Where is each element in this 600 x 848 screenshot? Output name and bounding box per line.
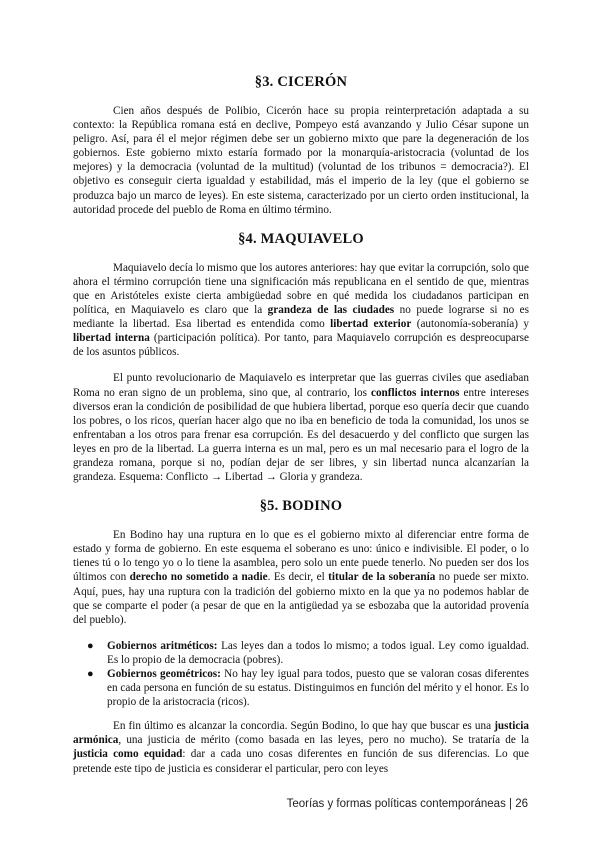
paragraph: [73, 261, 529, 360]
paragraph: [73, 719, 529, 775]
text-run: . Es decir, el: [267, 571, 329, 584]
text-run: no puede ser mixto. Aquí, pues, hay una ruptura con la tradición del gobierno mixto en la que ya no podemos hablar de que se comparte el poder (a pesar de que en la antigüedad ya se esbozaba que la autoridad provenía del pueblo).: [73, 571, 529, 626]
bold-term: justicia como equidad: [73, 748, 183, 761]
bullet-icon: ●: [87, 639, 94, 652]
text-run: En Bodino hay una ruptura en lo que es el gobierno mixto al diferenciar entre forma de estado y forma de gobierno. En este esquema el soberano es uno: único e indivisible. El poder, o lo tienes tú o lo tengo yo o lo tiene la asamblea, pero solo un ente puede tenerlo. No pueden ser dos los últimos con: [73, 529, 529, 584]
paragraph: [73, 371, 529, 484]
bullet-icon: ●: [87, 668, 94, 680]
bold-term: grandeza de las ciudades: [267, 304, 395, 317]
bold-term: derecho no sometido a nadie: [129, 571, 268, 584]
text-run: (participación política). Por tanto, para Maquiavelo corrupción es despreocuparse de los asuntos públicos.: [73, 332, 529, 359]
bold-term: titular de la soberanía: [328, 571, 436, 584]
text-run: En fin último es alcanzar la concordia. Según Bodino, lo que hay que buscar es una: [113, 720, 495, 733]
paragraph: [73, 528, 529, 627]
text-run: Maquiavelo decía lo mismo que los autores anteriores: hay que evitar la corrupción, solo que ahora el término corrupción tiene una significación más republicana en el sentido de que, mientras que en Aristóteles existe cierta ambigüedad sobre en qué medida los ciudadanos participan en política, en Maquiavelo es claro que la: [73, 261, 529, 317]
page-footer: Teorías y formas políticas contemporáneas | 26: [286, 798, 528, 810]
list-item-text: [107, 640, 529, 666]
page-content: [73, 74, 529, 788]
bold-term: justicia armónica: [73, 720, 529, 747]
list-item: [87, 639, 529, 667]
text-run: El punto revolucionario de Maquiavelo es interpretar que las guerras civiles que asediaban Roma no eran signo de un problema, sino que, al contrario, los: [73, 372, 529, 399]
list-item: [87, 667, 529, 709]
bold-term: conflictos internos: [371, 386, 460, 399]
bold-term: libertad exterior: [330, 318, 412, 331]
section-heading-bodino: §5. BODINO: [259, 498, 343, 515]
bold-term: Gobiernos aritméticos:: [107, 639, 218, 652]
text-run: Las leyes dan a todos lo mismo; a todos igual. Ley como igualdad. Es lo propio de la democracia (pobres).: [107, 639, 529, 666]
text-run: , una justicia de mérito (como basada en las leyes, pero no mucho). Se trataría de la: [118, 734, 529, 747]
text-run: Cien años después de Polibio, Cicerón hace su propia reinterpretación adaptada a su contexto: la República romana está en declive, Pompeyo está avanzando y Julio César supone un peligro. Así, para él el mejor régimen debe ser un gobierno mixto que pare la degeneración de los gobiernos. Este gobierno mixto estaría formado por la monarquía-aristocracia (voluntad de los mejores) y la democracia (voluntad de la multitud) (voluntad de los tribunos = democracia?). El objetivo es conseguir cierta igualdad y estabilidad, más el imperio de la ley (que el gobierno se produzca bajo un marco de leyes). En este sistema, caracterizado por un cierto orden institucional, la autoridad procede del pueblo de Roma en último término.: [73, 105, 529, 216]
section-heading-ciceron: §3. CICERÓN: [254, 74, 348, 90]
bold-term: Gobiernos geométricos:: [107, 668, 221, 680]
bullet-list: [73, 639, 529, 709]
text-run: (autonomía-soberanía) y: [411, 318, 529, 331]
text-run: no puede lograrse si no es mediante la libertad. Esa libertad es entendida como: [73, 304, 529, 331]
text-run: No hay ley igual para todos, puesto que se valoran cosas diferentes en cada persona en función de su estatus. Distinguimos en función del mérito y el honor. Es lo propio de la aristocracia (ricos).: [107, 668, 529, 709]
bold-term: libertad interna: [73, 332, 150, 345]
text-run: entre intereses diversos eran la condición de posibilidad de que hubiera libertad, porque eso quería decir que cuando los pobres, o los ricos, querían hacer algo que no iba en beneficio de toda la comunidad, los unos se enfrentaban a los otros para frenar esa corrupción. Es del desacuerdo y del conflicto que surgen las leyes en pro de la libertad. La guerra interna es un mal, pero es un mal necesario para el logro de la grandeza romana, porque si no, podían dejar de ser libres, y sin libertad nunca alcanzarían la grandeza. Esquema: Conflicto → Libertad → Gloria y grandeza.: [73, 386, 529, 484]
section-heading-maquiavelo: §4. MAQUIAVELO: [238, 230, 364, 247]
list-item-text: [107, 668, 529, 708]
paragraph: [73, 104, 529, 217]
text-run: : dar a cada uno cosas diferentes en función de sus diferencias. Lo que pretende este tipo de justicia es considerar el particular, pero con leyes: [73, 748, 529, 775]
